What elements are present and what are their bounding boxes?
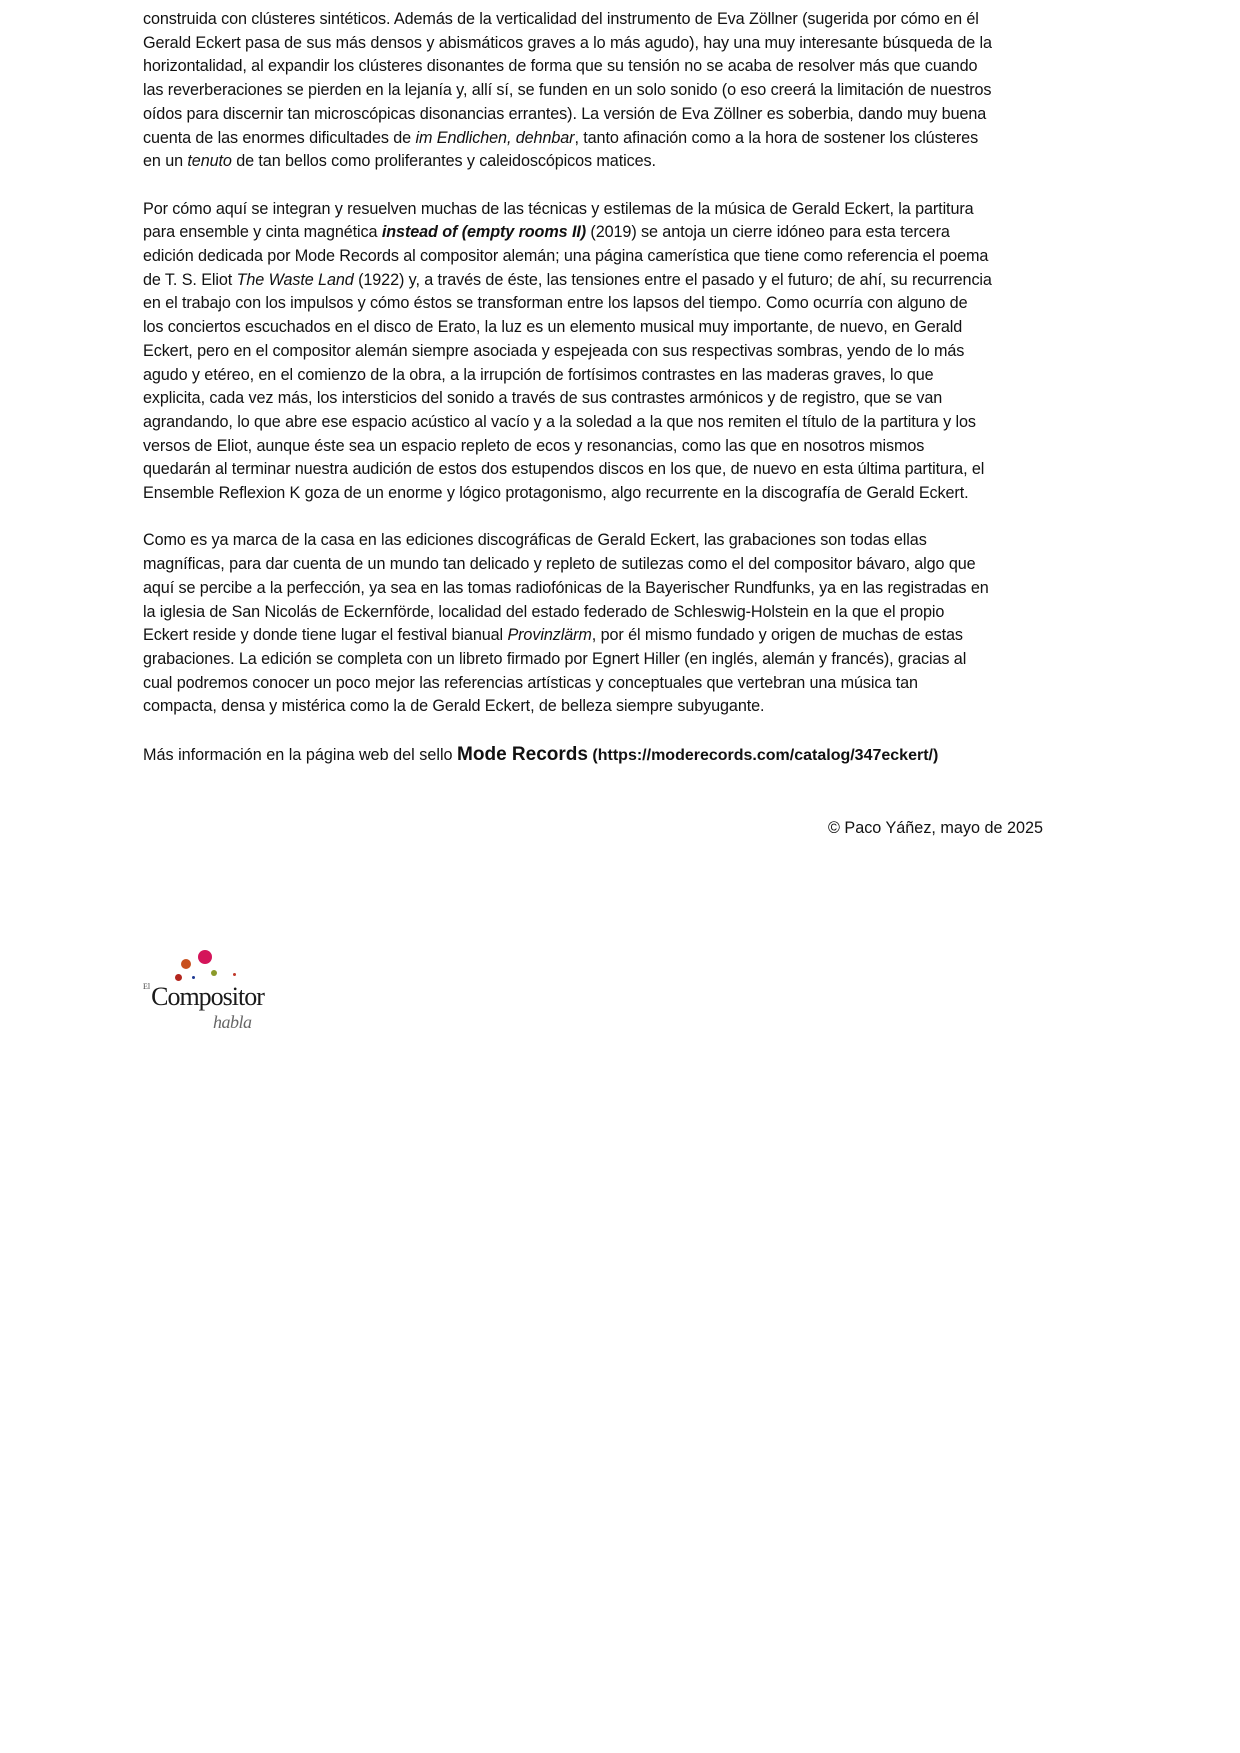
text-fragment: de T. S. Eliot (143, 270, 237, 289)
text-fragment: para ensemble y cinta magnética (143, 223, 382, 242)
copyright-signature: © Paco Yáñez, mayo de 2025 (827, 819, 1043, 837)
text-line: Ensemble Reflexion K goza de un enorme y lógico protagonismo, algo recurrente en la discografía de Gerald Eckert. (143, 484, 969, 503)
text-line: la iglesia de San Nicolás de Eckernförde, localidad del estado federado de Schleswig-Holstein en la que el propio (143, 602, 945, 621)
text-fragment: en un (143, 152, 188, 171)
text-fragment: (1922) y, a través de éste, las tensiones entre el pasado y el futuro; de ahí, su recurrencia (353, 270, 992, 289)
text-line: las reverberaciones se pierden en la lejanía y, allí sí, se funden en un solo sonido (o eso creerá la limitación de nuestros (143, 81, 992, 100)
logo-dot-small-red (233, 973, 236, 976)
el-compositor-habla-logo[interactable] (143, 950, 283, 1040)
catalog-url-link[interactable]: (https://moderecords.com/catalog/347eckert/) (587, 746, 939, 764)
text-line: compacta, densa y mistérica como la de Gerald Eckert, de belleza siempre subyugante. (143, 697, 765, 716)
text-line: edición dedicada por Mode Records al compositor alemán; una página camerística que tiene como referencia el poema (143, 247, 989, 266)
text-line: cual podremos conocer un poco mejor las referencias artísticas y conceptuales que vertebran una música tan (143, 673, 918, 692)
text-line: construida con clústeres sintéticos. Además de la verticalidad del instrumento de Eva Zöllner (sugerida por cómo en él (143, 10, 979, 28)
term-italic: tenuto (187, 152, 232, 171)
more-info-line (143, 743, 1043, 768)
text-line: Gerald Eckert pasa de sus más densos y abismáticos graves a lo más agudo), hay una muy interesante búsqueda de la (143, 33, 992, 52)
work-title-bold-italic: instead of (empty rooms II) (381, 223, 587, 242)
text-line (143, 624, 1043, 648)
text-line: horizontalidad, al expandir los clústeres disonantes de forma que su tensión no se acaba de resolver más que cuando (143, 57, 978, 76)
logo-name: Compositor (151, 982, 264, 1011)
text-fragment: , tanto afinación como a la hora de sostener los clústeres (574, 128, 979, 147)
logo-dots (143, 950, 253, 982)
text-line: explicita, cada vez más, los intersticios del sonido a través de sus contrastes armónicos y de registro, que se van (143, 389, 943, 408)
text-line (143, 150, 1043, 174)
paragraph-1 (143, 8, 1043, 174)
text-line (143, 127, 1043, 151)
logo-dot-olive (211, 970, 217, 976)
text-line: oídos para discernir tan microscópicas disonancias errantes). La versión de Eva Zöllner es soberbia, dando muy buena (143, 104, 987, 123)
text-fragment: , por él mismo fundado y origen de muchas de estas (591, 626, 963, 645)
mode-records-link[interactable]: Mode Records (457, 743, 588, 765)
text-fragment: cuenta de las enormes dificultades de (143, 128, 416, 147)
text-line: Por cómo aquí se integran y resuelven muchas de las técnicas y estilemas de la música de Gerald Eckert, la partitura (143, 199, 974, 218)
logo-dot-blue (192, 976, 195, 979)
logo-dot-orange (181, 959, 191, 969)
text-line: magníficas, para dar cuenta de un mundo tan delicado y repleto de sutilezas como el del compositor bávaro, algo que (143, 555, 976, 574)
logo-suffix: habla (213, 1012, 252, 1032)
text-line: agrandando, lo que abre ese espacio acústico al vacío y a la soledad a la que nos remiten el título de la partitura y los (143, 412, 976, 431)
festival-name-italic: Provinzlärm (507, 626, 592, 645)
text-line: quedarán al terminar nuestra audición de estos dos estupendos discos en los que, de nuevo en esta última partitura, el (143, 460, 985, 479)
text-line: agudo y etéreo, en el comienzo de la obra, a la irrupción de fortísimos contrastes en las maderas graves, lo que (143, 365, 934, 384)
poem-title-italic: The Waste Land (236, 270, 354, 289)
logo-prefix: El (143, 982, 151, 991)
logo-dot-red (175, 974, 182, 981)
text-line: versos de Eliot, aunque éste sea un espacio repleto de ecos y resonancias, como las que en nosotros mismos (143, 436, 925, 455)
work-title-italic: im Endlichen, dehnbar (415, 128, 575, 147)
text-line: aquí se percibe a la perfección, ya sea en las tomas radiofónicas de la Bayerischer Rundfunks, ya en las registradas en (143, 578, 989, 597)
more-info-prefix: Más información en la página web del sello (143, 745, 458, 764)
article-body (143, 8, 1043, 767)
text-line: en el trabajo con los impulsos y cómo éstos se transforman entre los lapsos del tiempo. Como ocurría con alguno de (143, 294, 968, 313)
text-line: los conciertos escuchados en el disco de Erato, la luz es un elemento musical muy importante, de nuevo, en Gerald (143, 318, 963, 337)
paragraph-2 (143, 198, 1043, 506)
logo-wordmark (143, 982, 283, 1012)
text-fragment: de tan bellos como proliferantes y caleidoscópicos matices. (231, 152, 656, 171)
text-line (143, 221, 1043, 245)
logo-dot-magenta (198, 950, 212, 964)
paragraph-3 (143, 529, 1043, 719)
text-line: Eckert, pero en el compositor alemán siempre asociada y espejeada con sus respectivas sombras, yendo de lo más (143, 341, 965, 360)
text-line: Como es ya marca de la casa en las ediciones discográficas de Gerald Eckert, las grabaciones son todas ellas (143, 531, 927, 550)
text-line: grabaciones. La edición se completa con un libreto firmado por Egnert Hiller (en inglés, alemán y francés), gracias al (143, 649, 967, 668)
text-fragment: (2019) se antoja un cierre idóneo para esta tercera (586, 223, 950, 242)
text-line (143, 269, 1043, 293)
text-fragment: Eckert reside y donde tiene lugar el festival bianual (143, 626, 508, 645)
